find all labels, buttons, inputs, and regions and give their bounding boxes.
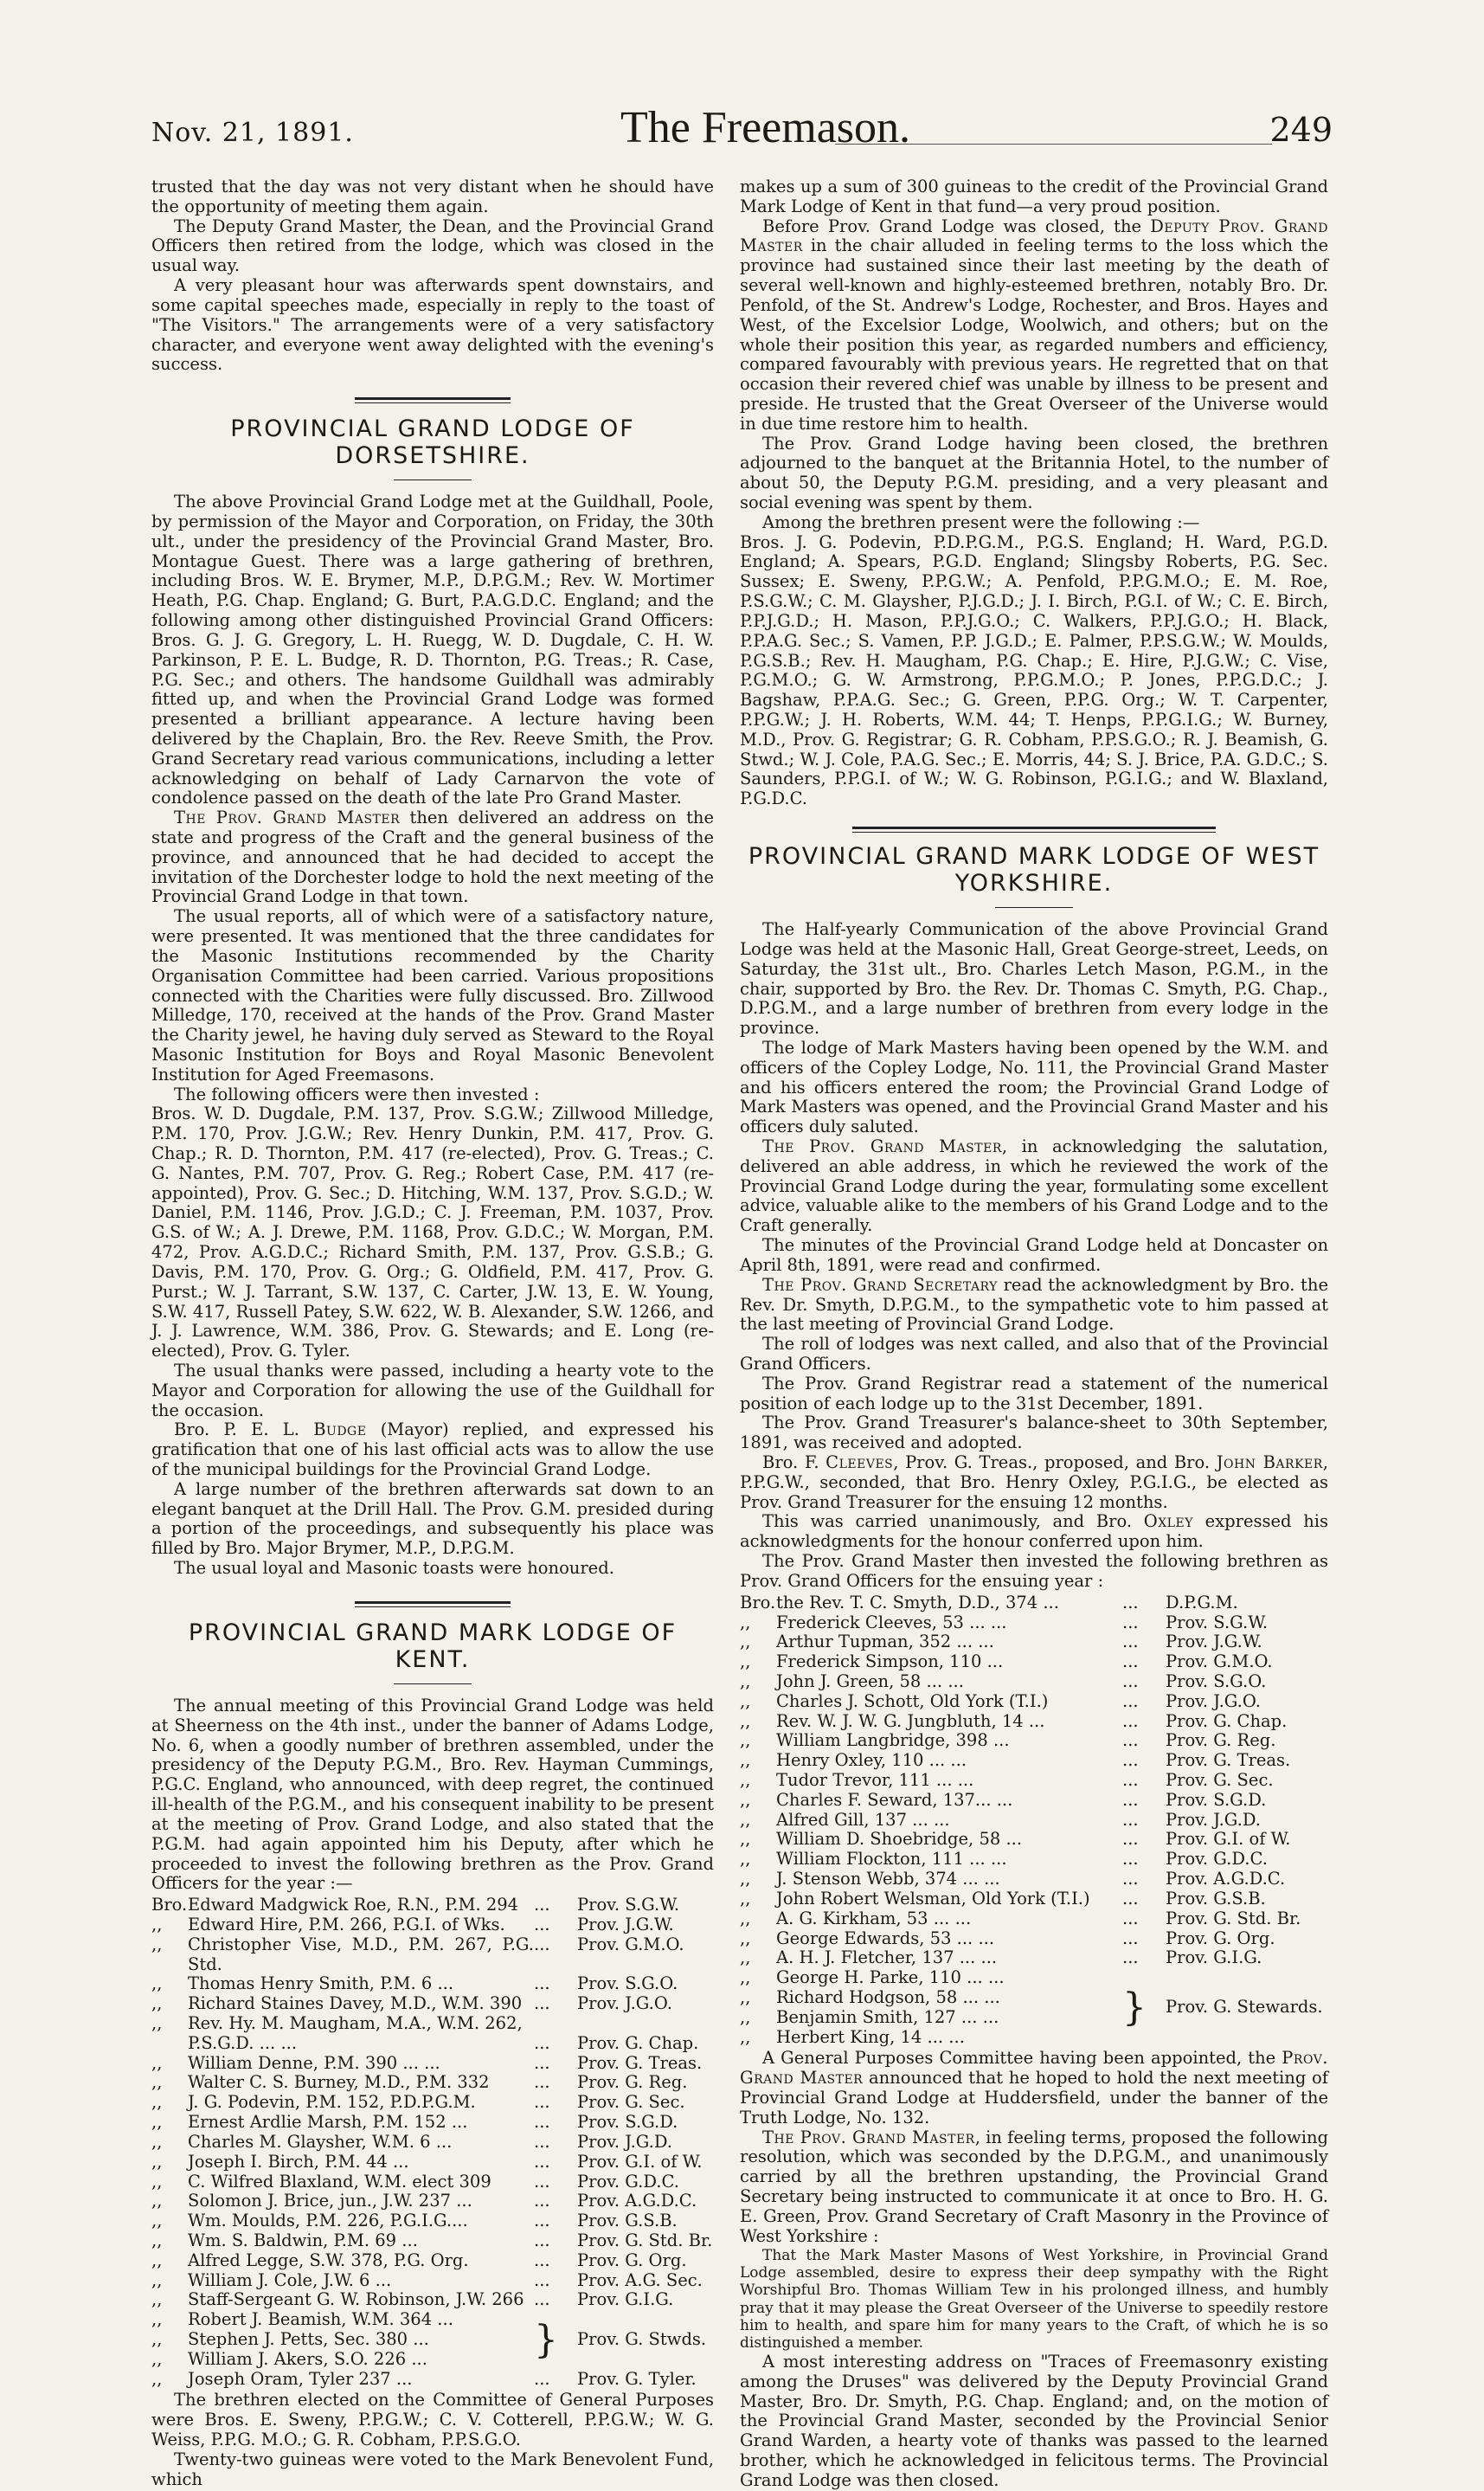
officer-prefix: ,,	[740, 1750, 751, 1771]
officer-office: Prov. G. Sec.	[1166, 1770, 1274, 1791]
officer-prefix: ,,	[151, 2269, 163, 2290]
paragraph-text: expressed his acknowledgments for the honour conferred upon him.	[740, 1511, 1328, 1552]
paragraph-text: read the acknowledgment by Bro. the Rev. Dr. Smyth, D.P.G.M., to the sympathetic vote to him passed at the last meeting of Provincial Grand Lodge.	[740, 1274, 1328, 1335]
leader-dots: ...	[1122, 1612, 1139, 1632]
leader-dots: ...	[534, 2112, 550, 2133]
paragraph-text: then delivered an address on the state and progress of the Craft and the general business of the province, and announced that he had decided to accept the invitation of the Dorchester lodge to hold the next meeting of the Provincial Grand Lodge in that town.	[151, 808, 715, 907]
officer-prefix: ,,	[740, 2006, 751, 2027]
officer-name: Herbert King, 14 ... ...	[776, 2026, 965, 2047]
leader-dots: ...	[534, 1895, 550, 1915]
officer-prefix: Bro.	[740, 1592, 776, 1612]
officer-prefix: ,,	[151, 2131, 163, 2152]
officer-row	[740, 1632, 1328, 1652]
article-paragraph: The lodge of Mark Masters having been opened by the W.M. and officers of the Copley Lodge, No. 111, the Provincial Grand Master and his officers entered the room; the Provincial Grand Lodge of Mark Masters was opened, and the Provincial Grand Master and his officers duly saluted.	[740, 1037, 1328, 1137]
section-divider	[852, 827, 1216, 833]
officer-name: A. G. Kirkham, 53 ... ...	[776, 1908, 972, 1928]
officer-name: Tudor Trevor, 111 ... ...	[776, 1770, 974, 1791]
brace-icon: }	[1122, 1986, 1147, 2031]
officer-name: Stephen J. Petts, Sec. 380 ...	[188, 2329, 429, 2349]
officer-name: Wm. Moulds, P.M. 226, P.G.I.G....	[188, 2211, 468, 2231]
officer-row	[151, 2172, 714, 2192]
leader-dots: ...	[534, 1934, 550, 1954]
resolution-text: That the Mark Master Masons of West Yorkshire, in Provincial Grand Lodge assembled, desire to express their deep sympathy with the Right Worshipful Bro. Thomas William Tew in his prolonged illness, and humbly pray that it may please the Great Overseer of the Universe to speedily restore him to health, and spare him for many years to the Craft, of which he is so distinguished a member.	[740, 2246, 1328, 2353]
officer-prefix: ,,	[740, 1612, 751, 1632]
officer-row	[740, 1712, 1328, 1732]
officer-row	[151, 2034, 714, 2054]
officer-name: William Flockton, 111 ... ...	[776, 1849, 1007, 1870]
article-paragraph: Bros. J. G. Podevin, P.D.P.G.M., P.G.S. England; H. Ward, P.G.D. England; A. Spears, P.G.D. England; Slingsby Roberts, P.G. Sec. Sussex; E. Sweny, P.P.G.W.; A. Penfold, P.P.G.M.O.; E. M. Roe, P.S.G.W.; C. M. Glaysher, P.J.G.D.; J. I. Birch, P.G.I. of W.; C. E. Birch, P.P.J.G.D.; H. Mason, P.P.J.G.O.; C. Walkers, P.P.J.G.O.; H. Black, P.P.A.G. Sec.; S. Vamen, P.P. J.G.D.; E. Palmer, P.P.S.G.W.; W. Moulds, P.G.S.B.; Rev. H. Maugham, P.G. Chap.; E. Hire, P.J.G.W.; C. Vise, P.G.M.O.; G. W. Armstrong, P.P.G.M.O.; P. Jones, P.P.G.D.C.; J. Bagshaw, P.P.A.G. Sec.; G. Green, P.P.G. Org.; W. T. Carpenter, P.P.G.W.; J. H. Roberts, W.M. 44; T. Henps, P.P.G.I.G.; W. Burney, M.D., Prov. G. Registrar; G. R. Cobham, P.P.S.G.O.; R. J. Beamish, G. Stwd.; W. J. Cole, P.A.G. Sec.; E. Morris, 44; S. J. Brice, P.A. G.D.C.; S. Saunders, P.P.G.I. of W.; W. G. Robinson, P.G.I.G.; and W. Blaxland, P.G.D.C.	[740, 531, 1328, 809]
officer-row	[740, 1850, 1328, 1870]
officer-prefix: ,,	[151, 2250, 163, 2270]
leader-dots: ...	[534, 2191, 550, 2211]
smallcaps-text: Budge	[313, 1419, 367, 1440]
officer-prefix: ,,	[151, 2151, 163, 2172]
officer-name: George Edwards, 53 ... ...	[776, 1928, 995, 1948]
west-yorkshire-officers-list	[740, 1593, 1328, 2048]
officer-name: Staff-Sergeant G. W. Robinson, J.W. 266	[188, 2289, 524, 2310]
leader-dots: ...	[1122, 1809, 1139, 1830]
officer-row	[151, 2290, 714, 2310]
officer-office: Prov. J.G.O.	[1166, 1690, 1261, 1711]
officer-office: Prov. G. Reg.	[1166, 1730, 1276, 1751]
officer-prefix: ,,	[151, 2329, 163, 2349]
officer-prefix: ,,	[740, 1690, 751, 1711]
officer-name: Wm. S. Baldwin, P.M. 69 ...	[188, 2230, 418, 2250]
officer-prefix: ,,	[151, 2230, 163, 2250]
smallcaps-text: The Prov. Grand Master	[762, 1136, 1002, 1157]
officer-prefix: ,,	[151, 2013, 163, 2033]
officer-row	[740, 1889, 1328, 1909]
officer-prefix: ,,	[151, 2052, 163, 2073]
leader-dots: ...	[1122, 1829, 1139, 1850]
leader-dots: ...	[534, 2230, 550, 2250]
officer-prefix: ,,	[151, 2112, 163, 2133]
leader-dots: ...	[534, 2092, 550, 2113]
officer-prefix	[151, 2034, 188, 2054]
leader-dots: ...	[534, 2250, 550, 2270]
smallcaps-text: Oxley	[1143, 1511, 1193, 1532]
officer-name: J. G. Podevin, P.M. 152, P.D.P.G.M.	[188, 2092, 476, 2113]
officer-office: Prov. G. Treas.	[577, 2052, 703, 2073]
leader-dots: ...	[534, 2289, 550, 2310]
article-paragraph	[740, 1137, 1328, 1236]
officer-name: Charles M. Glaysher, W.M. 6 ...	[188, 2131, 453, 2152]
officer-office: Prov. J.G.D.	[577, 2131, 673, 2152]
officer-prefix: ,,	[740, 2026, 751, 2047]
paragraph-text: , in feeling terms, proposed the following resolution, which was seconded by the D.P.G.M., and unanimously carried by all the brethren upstanding, the Provincial Grand Secretary being instructed to communicate it at once to Bro. H. G. E. Green, Prov. Grand Secretary of Craft Masonry in the Province of West Yorkshire :	[740, 2127, 1329, 2246]
officer-office: Prov. G. Treas.	[1166, 1750, 1291, 1771]
leader-dots: ...	[1122, 1928, 1139, 1948]
intro-paragraph: A very pleasant hour was afterwards spent downstairs, and some capital speeches made, especially in reply to the toast of "The Visitors." The arrangements were of a very satisfactory character, and everyone went away delighted with the evening's success.	[151, 275, 714, 375]
section-divider	[355, 1601, 511, 1607]
article-paragraph: Bros. W. D. Dugdale, P.M. 137, Prov. S.G.W.; Zillwood Milledge, P.M. 170, Prov. J.G.W.; Rev. Henry Dunkin, P.M. 417, Prov. G. Chap.; R. D. Thornton, P.M. 417 (re-elected), Prov. G. Treas.; C. G. Nantes, P.M. 707, Prov. G. Reg.; Robert Case, P.M. 417 (re-appointed), Prov. G. Sec.; D. Hitching, W.M. 137, Prov. S.G.D.; W. Daniel, P.M. 1146, Prov. J.G.D.; C. J. Freeman, P.M. 1037, Prov. G.S. of W.; A. J. Drewe, P.M. 1168, Prov. G.D.C.; W. Morgan, P.M. 472, Prov. A.G.D.C.; Richard Smith, P.M. 137, Prov. G.S.B.; G. Davis, P.M. 170, Prov. G. Org.; G. Oldfield, P.M. 417, Prov. G. Purst.; W. J. Tarrant, S.W. 137, C. Carter, J.W. 13, E. W. Young, S.W. 417, Russell Patey, S.W. 622, W. B. Alexander, S.W. 1266, and J. J. Lawrence, W.M. 386, Prov. G. Stewards; and E. Long (re-elected), Prov. G. Tyler.	[151, 1104, 714, 1361]
officer-office: Prov. A.G. Sec.	[577, 2269, 703, 2290]
officer-name: William Denne, P.M. 390 ... ...	[188, 2052, 440, 2073]
officer-row	[151, 2054, 714, 2074]
article-paragraph: The Prov. Grand Lodge having been closed, the brethren adjourned to the banquet at the Britannia Hotel, to the number of about 50, the Deputy P.G.M. presiding, and a very pleasant and social evening was spent by them.	[740, 433, 1328, 512]
officer-prefix: ,,	[151, 2348, 163, 2369]
officer-name: Ernest Ardlie Marsh, P.M. 152 ...	[188, 2112, 468, 2133]
leader-dots: ...	[534, 2269, 550, 2290]
smallcaps-text: Prov. Grand Master	[740, 2048, 1328, 2089]
officer-office: Prov. G.I.G.	[577, 2289, 674, 2310]
officer-row	[740, 1692, 1328, 1712]
officer-name: William Langbridge, 398 ...	[776, 1730, 1010, 1751]
officer-name: William J. Akers, S.O. 226 ...	[188, 2348, 427, 2369]
article-paragraph	[151, 1420, 714, 1479]
officer-office: Prov. G. Chap.	[1166, 1710, 1288, 1731]
officer-name: Thomas Henry Smith, P.M. 6 ...	[188, 1973, 454, 1994]
officer-prefix: ,,	[740, 1670, 751, 1691]
officer-prefix: ,,	[151, 1993, 163, 2014]
kent-officers-list	[151, 1896, 714, 2389]
leader-dots	[534, 2014, 577, 2034]
officer-office: Prov. A.G.D.C.	[577, 2191, 697, 2211]
smallcaps-text: Deputy Prov. Grand Master	[740, 216, 1328, 256]
article-paragraph	[740, 2049, 1328, 2127]
officer-name: Christopher Vise, M.D., P.M. 267, P.G. Std.	[188, 1934, 534, 1974]
page-header	[151, 102, 1333, 171]
officer-office: Prov. G.I. of W.	[1166, 1829, 1291, 1850]
officer-office: Prov. G.I.G.	[1166, 1947, 1262, 1968]
leader-dots: ...	[1122, 1947, 1139, 1968]
officer-prefix: ,,	[151, 2289, 163, 2310]
officer-row	[151, 2192, 714, 2211]
officer-row	[151, 1896, 714, 1915]
paragraph-text: Before Prov. Grand Lodge was closed, the	[762, 216, 1151, 236]
officer-row	[740, 1652, 1328, 1672]
intro-paragraph: The Deputy Grand Master, the Dean, and the Provincial Grand Officers then retired from the lodge, which was closed in the usual way.	[151, 216, 714, 276]
leader-dots: ...	[534, 2032, 550, 2053]
officer-name: George H. Parke, 110 ... ...	[776, 1967, 1005, 1988]
paragraph-text: A General Purposes Committee having been appointed, the	[762, 2048, 1282, 2069]
paragraph-text: , P.P.G.W., seconded, that Bro. Henry Oxley, P.G.I.G., be elected as Prov. Grand Treasurer for the ensuing 12 months.	[740, 1452, 1328, 1512]
officer-name: Rev. W. J. W. G. Jungbluth, 14 ...	[776, 1710, 1045, 1731]
officer-office: Prov. A.G.D.C.	[1166, 1869, 1286, 1889]
officer-row	[740, 1731, 1328, 1751]
officer-name: Richard Hodgson, 58 ... ...	[776, 1986, 1000, 2007]
officer-office: Prov. G.M.O.	[577, 1934, 684, 1954]
officer-name: Charles J. Schott, Old York (T.I.)	[776, 1690, 1049, 1711]
leader-dots: ...	[534, 2151, 550, 2172]
smallcaps-text: Cleeves	[826, 1452, 894, 1473]
officer-row	[151, 2133, 714, 2153]
officer-office: Prov. S.G.W.	[577, 1895, 680, 1915]
leader-dots: ...	[534, 1914, 550, 1934]
leader-dots: ...	[534, 2211, 550, 2231]
officer-office: Prov. S.G.O.	[577, 1973, 678, 1994]
article-paragraph: The annual meeting of this Provincial Grand Lodge was held at Sheerness on the 4th inst., under the banner of Adams Lodge, No. 6, when a goodly number of brethren assembled, under the presidency of the Deputy P.G.M., Bro. Rev. Hayman Cummings, P.G.C. England, who announced, with deep regret, the continued ill-health of the P.G.M., and his consequent inability to be present at the meeting of Prov. Grand Lodge, and also stated that the P.G.M. had again appointed him his Deputy, after which he proceeded to invest the following brethren as the Prov. Grand Officers for the year :—	[151, 1696, 714, 1894]
officer-prefix: Bro.	[151, 1895, 188, 1915]
paragraph-text: (Mayor) replied, and expressed his gratification that one of his last official acts was to allow the use of the municipal buildings for the Provincial Grand Lodge.	[151, 1419, 714, 1480]
paragraph-text: This was carried unanimously, and Bro.	[762, 1511, 1144, 1532]
leader-dots: ...	[1122, 1730, 1139, 1751]
officer-office: Prov. J.G.W.	[1166, 1632, 1262, 1652]
officer-name: Solomon J. Brice, jun., J.W. 237 ...	[188, 2191, 472, 2211]
article-paragraph: The usual reports, all of which were of a satisfactory nature, were presented. It was mentioned that the three candidates for the Masonic Institutions recommended by the Charity Organisation Committee had been carried. Various propositions connected with the Charities were fully discussed. Bro. Zillwood Milledge, 170, received at the hands of the Prov. Grand Master the Charity jewel, he having duly served as Steward to the Royal Masonic Institution for Boys and Royal Masonic Benevolent Institution for Aged Freemasons.	[151, 906, 714, 1085]
article-paragraph: The Prov. Grand Master then invested the following brethren as Prov. Grand Officers for the ensuing year :	[740, 1551, 1328, 1591]
article-paragraph	[740, 1512, 1328, 1552]
article-paragraph: A most interesting address on "Traces of Freemasonry existing among the Druses" was delivered by the Deputy Provincial Grand Master, Bro. Dr. Smyth, P.G. Chap. England; and, on the motion of the Provincial Grand Master, seconded by the Provincial Senior Grand Warden, a hearty vote of thanks was passed to the learned brother, which he acknowledged in felicitous terms. The Provincial Grand Lodge was then closed.	[740, 2351, 1328, 2490]
officer-name: Alfred Legge, S.W. 378, P.G. Org.	[188, 2250, 469, 2270]
article-paragraph: Among the brethren present were the following :—	[762, 512, 1200, 532]
article-paragraph	[151, 808, 714, 907]
officer-prefix: ,,	[740, 1829, 751, 1850]
paragraph-text: , Prov. G. Treas., proposed, and Bro.	[893, 1452, 1217, 1473]
officer-row	[151, 2251, 714, 2271]
officer-row	[151, 2014, 714, 2034]
officer-prefix: ,,	[740, 1730, 751, 1751]
officer-office: Prov. S.G.W.	[1166, 1612, 1269, 1632]
officer-office: Prov. G. Std. Br.	[577, 2230, 713, 2250]
article-paragraph	[740, 217, 1328, 434]
heading-dorsetshire: PROVINCIAL GRAND LODGE OF DORSETSHIRE.	[230, 415, 635, 470]
article-paragraph: The Prov. Grand Registrar read a statement of the numerical position of each lodge up to the 31st December, 1891.	[740, 1373, 1328, 1413]
officer-office: Prov. S.G.D.	[1166, 1789, 1267, 1810]
article-paragraph: The usual thanks were passed, including a hearty vote to the Mayor and Corporation for allowing the use of the Guildhall for the occasion.	[151, 1360, 714, 1420]
paragraph-text: Bro. P. E. L.	[174, 1419, 314, 1440]
leader-dots: ...	[534, 2368, 550, 2389]
officer-name: Walter C. S. Burney, M.D., P.M. 332	[188, 2072, 490, 2093]
leader-dots: ...	[534, 1993, 550, 2014]
officer-office: Prov. G.D.C.	[577, 2171, 679, 2192]
leader-dots: ...	[1122, 1710, 1139, 1731]
article-paragraph: Twenty-two guineas were voted to the Mark Benevolent Fund, which	[151, 2449, 714, 2489]
officer-office: Prov. G. Tyler.	[577, 2368, 697, 2389]
article-paragraph: The usual loyal and Masonic toasts were honoured.	[174, 1558, 614, 1579]
officer-row	[151, 2271, 714, 2291]
officer-name: John J. Green, 58 ... ...	[776, 1670, 964, 1691]
article-paragraph: The minutes of the Provincial Grand Lodge held at Doncaster on April 8th, 1891, were read and confirmed.	[740, 1235, 1328, 1275]
officer-name: Joseph I. Birch, P.M. 44 ...	[188, 2151, 409, 2172]
leader-dots: ...	[534, 2131, 550, 2152]
article-paragraph: The Half-yearly Communication of the above Provincial Grand Lodge was held at the Masonic Hall, Great George-street, Leeds, on Saturday, the 31st ult., Bro. Charles Letch Mason, P.G.M., in the chair, supported by Bro. the Rev. Dr. Thomas C. Smyth, P.G. Chap., D.P.G.M., and a large number of brethren from every lodge in the province.	[740, 919, 1328, 1039]
officer-row	[151, 2093, 714, 2113]
officer-name: C. Wilfred Blaxland, W.M. elect 309	[188, 2171, 491, 2192]
officer-row	[151, 2310, 714, 2330]
officer-name: Frederick Cleeves, 53 ... ...	[776, 1612, 1007, 1632]
officer-row	[740, 1870, 1328, 1889]
officer-row	[151, 2113, 714, 2133]
officer-row	[740, 1811, 1328, 1831]
officer-name: J. Stenson Webb, 374 ... ...	[776, 1869, 1000, 1889]
intro-paragraph: trusted that the day was not very distant when he should have the opportunity of meeting them again.	[151, 177, 714, 216]
officer-office: Prov. G.D.C.	[1166, 1849, 1268, 1870]
page-number: 249	[1269, 111, 1333, 149]
officer-prefix: ,,	[740, 1986, 751, 2007]
officer-office	[577, 2014, 714, 2034]
article-paragraph: The roll of lodges was next called, and also that of the Provincial Grand Officers.	[740, 1334, 1328, 1374]
officer-row	[151, 2370, 714, 2390]
officer-prefix: ,,	[151, 1934, 163, 1954]
officer-prefix: ,,	[151, 2171, 163, 2192]
leader-dots: ...	[534, 1973, 550, 1994]
officer-name: Benjamin Smith, 127 ... ...	[776, 2006, 999, 2027]
officer-name: Arthur Tupman, 352 ... ...	[776, 1632, 994, 1652]
officer-prefix: ,,	[151, 2368, 163, 2389]
officer-row	[151, 2073, 714, 2093]
officer-name: A. H. J. Fletcher, 137 ... ...	[776, 1947, 998, 1968]
officer-name: William J. Cole, J.W. 6 ...	[188, 2269, 392, 2290]
heading-west-yorkshire: PROVINCIAL GRAND MARK LODGE OF WEST YORKSHIRE.	[748, 843, 1320, 898]
officer-prefix: ,,	[740, 1967, 751, 1988]
article-paragraph: A large number of the brethren afterwards sat down to an elegant banquet at the Drill Hall. The Prov. G.M. presided during a portion of the proceedings, and subsequently his place was filled by Bro. Major Brymer, M.P., D.P.G.M.	[151, 1478, 714, 1559]
officer-row	[151, 2211, 714, 2231]
officer-row	[740, 1929, 1328, 1949]
officer-name: William D. Shoebridge, 58 ...	[776, 1829, 1023, 1850]
officer-prefix: ,,	[151, 2309, 163, 2330]
article-paragraph: The following officers were then invested :	[174, 1084, 540, 1104]
officer-office: Prov. S.G.O.	[1166, 1670, 1267, 1691]
article-paragraph: makes up a sum of 300 guineas to the credit of the Provincial Grand Mark Lodge of Kent in that fund—a very proud position.	[740, 177, 1328, 216]
officer-prefix: ,,	[740, 1789, 751, 1810]
officer-row	[151, 1974, 714, 1994]
officer-prefix: ,,	[151, 1914, 163, 1934]
leader-dots: ...	[1122, 1670, 1139, 1691]
leader-dots: ...	[534, 2052, 550, 2073]
officer-office: Prov. J.G.D.	[1166, 1809, 1262, 1830]
officer-office: Prov. G. Org.	[1166, 1928, 1275, 1948]
leader-dots: ...	[1122, 1690, 1139, 1711]
officer-row	[151, 1915, 714, 1935]
officer-office: Prov. G. Stewards.	[1166, 1997, 1323, 2018]
left-column	[151, 177, 714, 2490]
officer-prefix: ,,	[151, 2191, 163, 2211]
officer-prefix: ,,	[740, 1947, 751, 1968]
leader-dots: ...	[1122, 1869, 1139, 1889]
officer-office: Prov. G. Org.	[577, 2250, 687, 2270]
officer-prefix: ,,	[151, 2092, 163, 2113]
masthead-title: The Freemason.	[620, 103, 911, 152]
header-rule	[835, 144, 1272, 145]
article-paragraph	[740, 2128, 1328, 2247]
officer-office: Prov. G.I. of W.	[577, 2151, 703, 2172]
officer-prefix: ,,	[740, 1770, 751, 1791]
article-paragraph: The above Provincial Grand Lodge met at the Guildhall, Poole, by permission of the Mayor and Corporation, on Friday, the 30th ult., under the presidency of the Provincial Grand Master, Bro. Montague Guest. There was a large gathering of brethren, including Bros. W. E. Brymer, M.P., D.P.G.M.; Rev. W. Mortimer Heath, P.G. Chap. England; G. Burt, P.A.G.D.C. England; and the following among other distinguished Provincial Grand Officers: Bros. G. J. G. Gregory, L. H. Ruegg, W. D. Dugdale, C. H. W. Parkinson, P. E. L. Budge, R. D. Thornton, P.G. Treas.; R. Case, P.G. Sec.; and others. The handsome Guildhall was admirably fitted up, and when the Provincial Grand Lodge was formed presented a brilliant appearance. A lecture having been delivered by the Chaplain, Bro. the Rev. Reeve Smith, the Prov. Grand Secretary read various communications, including a letter acknowledging on behalf of Lady Carnarvon the vote of condolence passed on the death of the late Pro Grand Master.	[151, 492, 714, 808]
officer-row	[740, 1830, 1328, 1850]
paragraph-text: announced that he hoped to hold the next meeting of Provincial Grand Lodge at Huddersfield, under the banner of the Truth Lodge, No. 132.	[740, 2068, 1328, 2127]
officer-row	[151, 1994, 714, 2014]
leader-dots: ...	[534, 2171, 550, 2192]
officer-row	[740, 1909, 1328, 1929]
officer-row	[740, 1613, 1328, 1633]
officer-office: Prov. G.S.B.	[577, 2211, 678, 2231]
officer-office: Prov. G. Sec.	[577, 2092, 685, 2113]
right-column	[740, 177, 1328, 2491]
article-paragraph: The brethren elected on the Committee of General Purposes were Bros. E. Sweny, P.P.G.W.; C. V. Cotterell, P.P.G.W.; W. G. Weiss, P.P.G. M.O.; G. R. Cobham, P.P.S.G.O.	[151, 2390, 714, 2450]
officer-name: the Rev. T. C. Smyth, D.D., 374 ...	[776, 1592, 1059, 1612]
article-paragraph	[740, 1453, 1328, 1512]
paragraph-text: in the chair alluded in feeling terms to the loss which the province had sustained since their last meeting by the death of several well-known and highly-esteemed brethren, notably Bro. Dr. Penfold, of the St. Andrew's Lodge, Rochester, and Bros. Hayes and West, of the Excelsior Lodge, Woolwich, and others; but on the whole their position this year, as regarded numbers and efficiency, compared favourably with previous years. He regretted that on that occasion their revered chief was unable by illness to be present and preside. He trusted that the Great Overseer of the Universe would in due time restore him to health.	[740, 235, 1328, 434]
officer-row	[740, 1791, 1328, 1811]
officer-office: Prov. G.S.B.	[1166, 1888, 1266, 1908]
officer-name: Rev. Hy. M. Maugham, M.A., W.M. 262,	[188, 2013, 523, 2033]
officer-office: Prov. J.G.O.	[577, 1993, 672, 2014]
officer-prefix: ,,	[740, 1632, 751, 1652]
officer-prefix: ,,	[740, 1809, 751, 1830]
smallcaps-text: John Barker	[1216, 1452, 1323, 1473]
officer-name: Edward Hire, P.M. 266, P.G.I. of Wks.	[188, 1914, 505, 1934]
officer-prefix: ,,	[740, 1928, 751, 1948]
leader-dots: ...	[1122, 1849, 1139, 1870]
officer-row	[740, 1968, 1328, 1988]
smallcaps-text: The Prov. Grand Master	[174, 808, 401, 828]
officer-office: Prov. G. Reg.	[577, 2072, 688, 2093]
leader-dots: ...	[534, 2072, 550, 2093]
officer-prefix: ,,	[151, 1973, 163, 1994]
officer-row	[740, 1771, 1328, 1791]
paragraph-text: Bro. F.	[762, 1452, 826, 1473]
officer-row	[740, 1593, 1328, 1613]
leader-dots: ...	[1122, 1651, 1139, 1672]
smallcaps-text: The Prov. Grand Secretary	[762, 1274, 998, 1295]
officer-office: Prov. G.M.O.	[1166, 1651, 1273, 1672]
officer-name: Robert J. Beamish, W.M. 364 ...	[188, 2309, 453, 2330]
paragraph-text: , in acknowledging the salutation, delivered an able address, in which he reviewed the work of the Provincial Grand Lodge during the year, formulating some excellent advice, valuable alike to the members of his Grand Lodge and to the Craft generally.	[740, 1136, 1328, 1236]
officer-name: Alfred Gill, 137 ... ...	[776, 1809, 950, 1830]
leader-dots: ...	[1122, 1592, 1139, 1612]
heading-underline	[995, 907, 1073, 908]
officer-prefix: ,,	[740, 1888, 751, 1908]
officer-prefix: ,,	[740, 1869, 751, 1889]
issue-date: Nov. 21, 1891.	[151, 118, 354, 148]
officer-office: Prov. S.G.D.	[577, 2112, 678, 2133]
officer-office: D.P.G.M.	[1166, 1592, 1238, 1612]
leader-dots: ...	[1122, 1789, 1139, 1810]
heading-underline	[394, 1683, 472, 1684]
officer-office: Prov. G. Chap.	[577, 2032, 699, 2053]
article-paragraph: The Prov. Grand Treasurer's balance-sheet to 30th September, 1891, was received and adopted.	[740, 1413, 1328, 1453]
officer-row	[740, 1672, 1328, 1692]
officer-prefix: ,,	[740, 1651, 751, 1672]
officer-office: Prov. J.G.W.	[577, 1914, 674, 1934]
leader-dots: ...	[1122, 1908, 1139, 1928]
leader-dots: ...	[1122, 1632, 1139, 1652]
officer-office: Prov. G. Std. Br.	[1166, 1908, 1301, 1928]
officer-name: Joseph Oram, Tyler 237 ...	[188, 2368, 413, 2389]
leader-dots: ...	[1122, 1888, 1139, 1908]
section-divider	[355, 397, 511, 403]
officer-name: P.S.G.D. ... ...	[188, 2032, 298, 2053]
officer-prefix: ,,	[740, 1849, 751, 1870]
officer-row	[151, 1935, 714, 1975]
officer-name: Edward Madgwick Roe, R.N., P.M. 294	[188, 1895, 519, 1915]
officer-prefix: ,,	[151, 2211, 163, 2231]
brace-icon: }	[534, 2317, 558, 2362]
officer-name: Frederick Simpson, 110 ...	[776, 1651, 1004, 1672]
officer-name: Charles F. Seward, 137... ...	[776, 1789, 1013, 1810]
leader-dots: ...	[1122, 1750, 1139, 1771]
officer-prefix: ,,	[151, 2072, 163, 2093]
leader-dots: ...	[1122, 1770, 1139, 1791]
officer-row	[740, 1948, 1328, 1968]
officer-row	[151, 2231, 714, 2251]
officer-name: Henry Oxley, 110 ... ...	[776, 1750, 967, 1771]
article-paragraph	[740, 1276, 1328, 1335]
officer-name: John Robert Welsman, Old York (T.I.)	[776, 1888, 1090, 1908]
officer-office: Prov. G. Stwds.	[577, 2329, 707, 2349]
officer-prefix: ,,	[740, 1710, 751, 1731]
heading-kent: PROVINCIAL GRAND MARK LODGE OF KENT.	[188, 1619, 678, 1673]
officer-row	[740, 1751, 1328, 1771]
officer-prefix: ,,	[740, 1908, 751, 1928]
smallcaps-text: The Prov. Grand Master	[762, 2127, 975, 2147]
officer-row	[151, 2153, 714, 2172]
officer-name: Richard Staines Davey, M.D., W.M. 390	[188, 1993, 523, 2014]
